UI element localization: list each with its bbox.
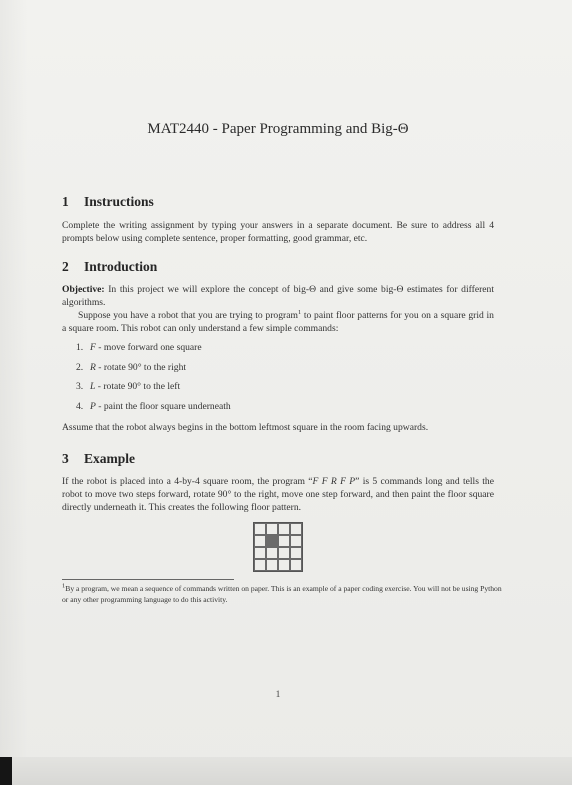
robot-text-b: to paint floor patterns for you on a square grid in a square room. This robot can only understand a few simple commands:	[62, 310, 494, 335]
grid-cell	[290, 523, 302, 535]
document-title: MAT2440 - Paper Programming and Big-Θ	[147, 121, 409, 137]
assumption-paragraph: Assume that the robot always begins in the bottom leftmost square in the room facing upwards.	[62, 422, 429, 433]
footnote-text: By a program, we mean a sequence of commands written on paper. This is an example of a paper coding exercise. You will not be using Python or any other programming language to do this activity.	[62, 584, 502, 604]
grid-cell	[290, 559, 302, 571]
page-bottom-edge	[0, 757, 572, 785]
grid-cell	[278, 547, 290, 559]
footnote-mark: 1	[62, 582, 66, 590]
grid-cell	[266, 523, 278, 535]
grid-cell	[290, 535, 302, 547]
list-item: 1. F - move forward one square	[76, 342, 202, 353]
grid-cell	[278, 559, 290, 571]
objective-label: Objective:	[62, 284, 105, 295]
example-text-b: ” is 5 commands long and tells the robot to move two steps forward, rotate 90° to the right, move one step forward, and then paint the floor square directly underneath it. This creates the following floor pattern.	[62, 476, 494, 514]
grid-cell	[254, 559, 266, 571]
footnote-ref: 1	[297, 308, 302, 316]
page-number: 1	[275, 690, 281, 700]
grid-cell	[254, 547, 266, 559]
section-title: Instructions	[84, 194, 154, 209]
grid-cell	[278, 523, 290, 535]
grid-cell	[290, 547, 302, 559]
section-title: Introduction	[84, 259, 158, 274]
example-paragraph	[62, 475, 494, 515]
instructions-paragraph: Complete the writing assignment by typing your answers in a separate document. Be sure to address all 4 prompts below using complete sentence, proper formatting, good grammar, etc.	[62, 220, 494, 245]
footnote-rule	[62, 579, 234, 580]
objective-text: In this project we will explore the concept of big-Θ and give some big-Θ estimates for different algorithms.	[62, 284, 494, 309]
grid-cell	[278, 535, 290, 547]
section-heading-example	[62, 451, 135, 467]
grid-cell	[266, 559, 278, 571]
robot-text-a: Suppose you have a robot that you are trying to program	[78, 310, 298, 321]
example-text-a: If the robot is placed into a 4-by-4 square room, the program “	[62, 476, 313, 487]
floor-pattern-grid	[253, 522, 303, 572]
grid-cell	[254, 535, 266, 547]
list-item: 4. P - paint the floor square underneath	[76, 401, 231, 412]
page-shadow	[0, 0, 28, 785]
footnote	[62, 583, 502, 605]
corner-shadow	[0, 757, 12, 785]
grid-cell	[254, 523, 266, 535]
list-item: 3. L - rotate 90° to the left	[76, 381, 181, 392]
section-number: 3	[62, 451, 69, 466]
list-item: 2. R - rotate 90° to the right	[76, 362, 187, 373]
example-program: F F R F P	[312, 476, 356, 487]
objective-paragraph	[62, 283, 494, 309]
section-heading-introduction	[62, 259, 157, 275]
robot-paragraph	[62, 309, 494, 335]
section-title: Example	[84, 451, 136, 466]
grid-cell	[266, 547, 278, 559]
section-number: 2	[62, 259, 69, 274]
grid-cell-painted	[266, 535, 278, 547]
section-number: 1	[62, 194, 69, 209]
section-heading-instructions	[62, 194, 154, 210]
